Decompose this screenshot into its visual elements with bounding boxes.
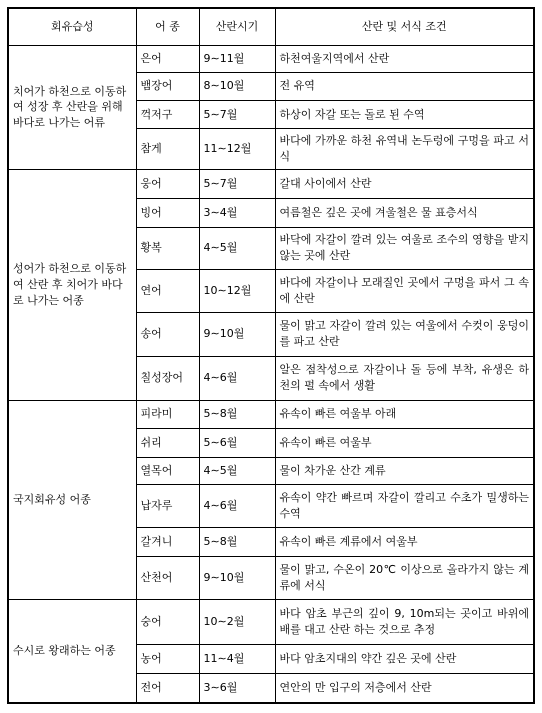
spawning-period: 5∼8월 [199,528,275,557]
fish-name: 꺽저구 [136,100,199,129]
spawning-condition: 바닥에 자갈이 깔려 있는 여울로 조수의 영향을 받지 않는 곳에 산란 [275,227,534,269]
header-fish-species: 어 종 [136,8,199,45]
table-row [8,45,534,73]
spawning-period: 11∼12월 [199,129,275,170]
spawning-condition: 전 유역 [275,73,534,101]
header-spawning-period: 산란시기 [199,8,275,45]
fish-name: 웅어 [136,170,199,199]
spawning-period: 9∼10월 [199,557,275,600]
fish-name: 황복 [136,227,199,269]
fish-name: 연어 [136,269,199,312]
spawning-period: 3∼6월 [199,673,275,703]
fish-name: 뱀장어 [136,73,199,101]
header-spawning-conditions: 산란 및 서식 조건 [275,8,534,45]
spawning-condition: 갈대 사이에서 산란 [275,170,534,199]
fish-name: 납자루 [136,485,199,528]
spawning-condition: 물이 맑고, 수온이 20℃ 이상으로 올라가지 않는 계류에 서식 [275,557,534,600]
spawning-period: 4∼5월 [199,227,275,269]
spawning-period: 9∼11월 [199,45,275,73]
fish-name: 열목어 [136,457,199,485]
spawning-condition: 유속이 약간 빠르며 자갈이 깔리고 수초가 밀생하는 수역 [275,485,534,528]
spawning-period: 5∼8월 [199,400,275,429]
spawning-period: 4∼5월 [199,457,275,485]
group-label: 수시로 왕래하는 어종 [8,600,136,704]
spawning-period: 9∼10월 [199,312,275,356]
spawning-period: 10∼12월 [199,269,275,312]
fish-name: 빙어 [136,198,199,227]
table-row [8,400,534,429]
fish-name: 칠성장어 [136,356,199,400]
spawning-condition: 바다 암초지대의 약간 깊은 곳에 산란 [275,645,534,674]
group-label: 치어가 하천으로 이동하여 성장 후 산란을 위해 바다로 나가는 어류 [8,45,136,170]
spawning-period: 11∼4월 [199,645,275,674]
group-label: 국지회유성 어종 [8,400,136,599]
spawning-condition: 하상이 자갈 또는 돌로 된 수역 [275,100,534,129]
spawning-condition: 알은 점착성으로 자갈이나 돌 등에 부착, 유생은 하천의 펄 속에서 생활 [275,356,534,400]
spawning-condition: 유속이 빠른 여울부 아래 [275,400,534,429]
spawning-period: 8∼10월 [199,73,275,101]
spawning-period: 5∼7월 [199,170,275,199]
spawning-period: 4∼6월 [199,356,275,400]
spawning-condition: 물이 차가운 산간 계류 [275,457,534,485]
fish-name: 참게 [136,129,199,170]
spawning-period: 5∼7월 [199,100,275,129]
spawning-condition: 연안의 만 입구의 저층에서 산란 [275,673,534,703]
spawning-condition: 바다에 가까운 하천 유역내 논두렁에 구멍을 파고 서식 [275,129,534,170]
fish-name: 전어 [136,673,199,703]
spawning-condition: 여름철은 깊은 곳에 겨울철은 물 표층서식 [275,198,534,227]
fish-name: 농어 [136,645,199,674]
spawning-condition: 물이 맑고 자갈이 깔려 있는 여울에서 수컷이 웅덩이를 파고 산란 [275,312,534,356]
spawning-period: 3∼4월 [199,198,275,227]
fish-name: 갈겨니 [136,528,199,557]
fish-spawning-table [7,7,535,704]
fish-name: 쉬리 [136,429,199,458]
header-migration-habit: 회유습성 [8,8,136,45]
header-row [8,8,534,45]
spawning-condition: 유속이 빠른 계류에서 여울부 [275,528,534,557]
table-row [8,600,534,645]
fish-name: 피라미 [136,400,199,429]
spawning-condition: 하천여울지역에서 산란 [275,45,534,73]
fish-name: 송어 [136,312,199,356]
fish-name: 산천어 [136,557,199,600]
spawning-period: 10∼2월 [199,600,275,645]
table-row [8,170,534,199]
spawning-condition: 바다에 자갈이나 모래질인 곳에서 구멍을 파서 그 속에 산란 [275,269,534,312]
spawning-condition: 유속이 빠른 여울부 [275,429,534,458]
fish-name: 숭어 [136,600,199,645]
spawning-period: 5∼6월 [199,429,275,458]
group-label: 성어가 하천으로 이동하여 산란 후 치어가 바다로 나가는 어종 [8,170,136,400]
spawning-period: 4∼6월 [199,485,275,528]
fish-name: 은어 [136,45,199,73]
spawning-condition: 바다 암초 부근의 깊이 9, 10m되는 곳이고 바위에 배를 대고 산란 하는 것으로 추정 [275,600,534,645]
